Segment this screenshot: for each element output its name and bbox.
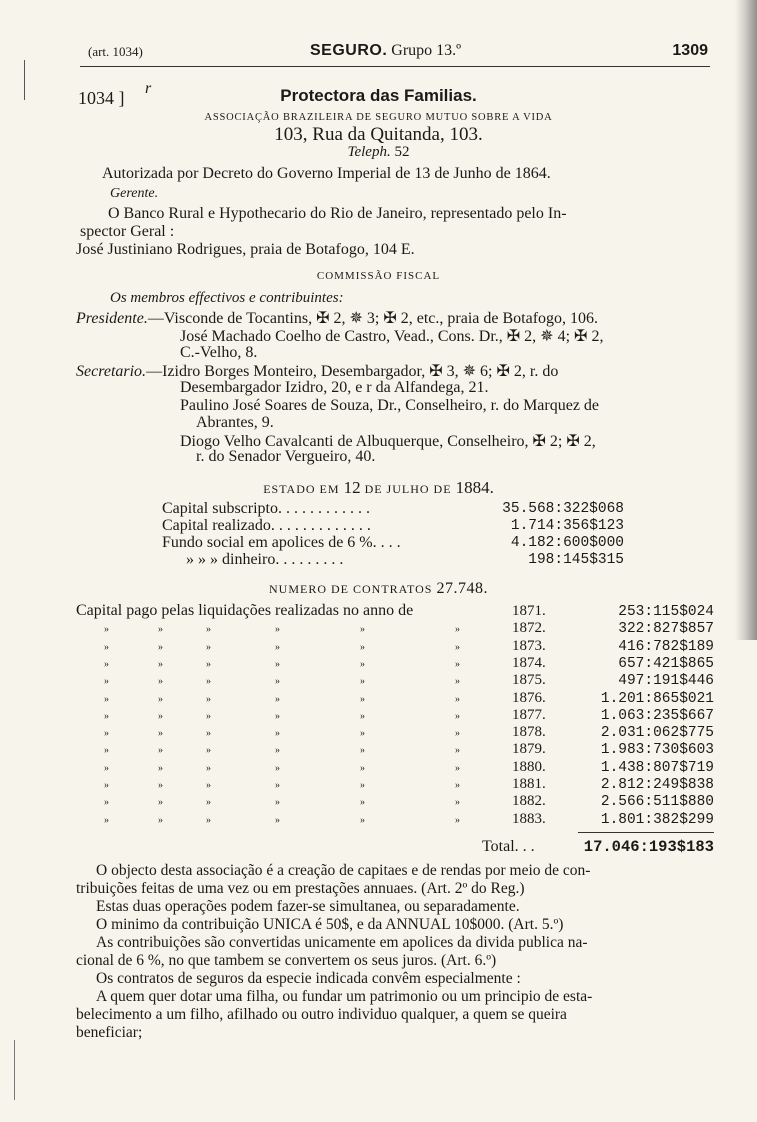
ditto-mark: » [360, 711, 365, 722]
ditto-mark: » [455, 624, 460, 635]
member-1-line-b: C.-Velho, 8. [180, 344, 258, 361]
entry-number-value: 1034 [78, 88, 114, 108]
liquidacao-year: 1878. [512, 724, 546, 740]
liquidacoes-label: Capital pago pelas liquidações realizadas no anno de [76, 602, 414, 619]
margin-mark-lower [14, 1040, 15, 1100]
ditto-mark: » [206, 728, 211, 739]
liquidacao-year: 1872. [512, 620, 546, 636]
liquidacao-value: 322:827$857 [618, 621, 714, 637]
estado-heading [0, 478, 757, 498]
ditto-mark: » [206, 815, 211, 826]
ditto-mark: » [360, 676, 365, 687]
secretario-line-b: Desembargador Izidro, 20, e r da Alfandega, 21. [180, 379, 489, 396]
ditto-mark: » [104, 728, 109, 739]
paragraph-1-line-a: O objecto desta associação é a creação de capitaes e de rendas por meio de con- [96, 862, 591, 879]
telephone-label: Teleph. [347, 144, 391, 160]
entry-title: Protectora das Familias. [280, 86, 477, 105]
estado-day: 12 [343, 478, 361, 497]
liquidacao-value: 2.031:062$775 [600, 725, 714, 741]
total-label: Total. . . [482, 838, 535, 855]
ditto-mark: » [455, 711, 460, 722]
ditto-mark: » [455, 797, 460, 808]
liquidacao-year: 1876. [512, 690, 546, 706]
ditto-mark: » [275, 797, 280, 808]
ditto-mark: » [206, 745, 211, 756]
ditto-mark: » [206, 763, 211, 774]
ditto-mark: » [104, 763, 109, 774]
ditto-mark: » [206, 797, 211, 808]
presidente-label: Presidente. [76, 310, 148, 327]
liquidacao-year: 1879. [512, 741, 546, 757]
ditto-mark: » [275, 728, 280, 739]
paragraph-4-line-a: As contribuições são convertidas unicamente em apolices da divida publica na- [96, 934, 588, 951]
paragraph-6-line-b: belecimento a um filho, afilhado ou outro individuo qualquer, a quem se queira [76, 1006, 567, 1023]
ditto-mark: » [104, 624, 109, 635]
member-3-line-b: r. do Senador Vergueiro, 40. [196, 448, 376, 465]
ditto-mark: » [206, 624, 211, 635]
member-1-line-a: José Machado Coelho de Castro, Vead., Cons. Dr., ✠ 2, ✵ 4; ✠ 2, [180, 328, 604, 345]
ditto-mark: » [275, 780, 280, 791]
ditto-mark: » [360, 797, 365, 808]
ditto-mark: » [158, 711, 163, 722]
capital-label-0: Capital subscripto. . . . . . . . . . . . [162, 500, 370, 517]
ditto-mark: » [360, 745, 365, 756]
commissao-intro: Os membros effectivos e contribuintes: [110, 290, 344, 306]
ditto-mark: » [455, 745, 460, 756]
paragraph-2: Estas duas operações podem fazer-se simultanea, ou separadamente. [96, 898, 520, 915]
contratos-pre: NUMERO DE CONTRATOS [269, 582, 437, 596]
handwritten-mark: r [145, 80, 152, 97]
presidente-line [76, 308, 598, 328]
ditto-mark: » [360, 728, 365, 739]
liquidacao-value: 1.983:730$603 [600, 742, 714, 758]
header-rule [80, 66, 710, 67]
ditto-mark: » [455, 728, 460, 739]
capital-label-1: Capital realizado. . . . . . . . . . . . . [162, 517, 371, 534]
ditto-mark: » [455, 763, 460, 774]
ditto-mark: » [158, 694, 163, 705]
ditto-mark: » [455, 780, 460, 791]
gerente-label: Gerente. [110, 186, 159, 201]
ditto-mark: » [158, 815, 163, 826]
running-header [88, 42, 708, 64]
ditto-mark: » [455, 676, 460, 687]
ditto-mark: » [275, 659, 280, 670]
member-3-line-a: Diogo Velho Cavalcanti de Albuquerque, Conselheiro, ✠ 2; ✠ 2, [180, 433, 596, 450]
ditto-mark: » [455, 694, 460, 705]
capital-value-2: 4.182:600$000 [510, 535, 624, 551]
liquidacao-value: 1.438:807$719 [600, 760, 714, 776]
ditto-mark: » [158, 676, 163, 687]
ditto-mark: » [206, 659, 211, 670]
commissao-heading: COMMISSÃO FISCAL [316, 270, 441, 282]
ditto-mark: » [104, 711, 109, 722]
entry-number: 1034 ] [78, 88, 125, 108]
ditto-mark: » [158, 763, 163, 774]
ditto-mark: » [104, 694, 109, 705]
member-2-line-a: Paulino José Soares de Souza, Dr., Conselheiro, r. do Marquez de [180, 397, 600, 414]
association-subtitle: ASSOCIAÇÃO BRAZILEIRA DE SEGURO MUTUO SOBRE A VIDA [204, 112, 553, 123]
liquidacao-year: 1882. [512, 793, 546, 809]
presidente-text: —Visconde de Tocantins, ✠ 2, ✵ 3; ✠ 2, etc., praia de Botafogo, 106. [147, 310, 599, 327]
ditto-mark: » [158, 642, 163, 653]
liquidacao-year: 1874. [512, 655, 546, 671]
liquidacao-year: 1875. [512, 672, 546, 688]
ditto-mark: » [206, 642, 211, 653]
ditto-mark: » [104, 642, 109, 653]
ditto-mark: » [158, 797, 163, 808]
estado-mid: DE JULHO DE [360, 482, 456, 496]
ditto-mark: » [206, 676, 211, 687]
ditto-mark: » [104, 815, 109, 826]
liquidacao-year: 1877. [512, 707, 546, 723]
secretario-label: Secretario. [76, 363, 147, 380]
ditto-mark: » [360, 780, 365, 791]
contratos-value: 27.748. [436, 580, 488, 597]
capital-label-3: » » » dinheiro. . . . . . . . . [186, 551, 344, 568]
liquidacao-value: 657:421$865 [618, 656, 714, 672]
paragraph-5: Os contratos de seguros da especie indicada convêm especialmente : [96, 970, 521, 987]
ditto-mark: » [455, 642, 460, 653]
capital-value-1: 1.714:356$123 [510, 518, 624, 534]
ditto-mark: » [104, 780, 109, 791]
ditto-mark: » [360, 763, 365, 774]
ditto-mark: » [158, 728, 163, 739]
secretario-line [76, 361, 558, 381]
authorization-line: Autorizada por Decreto do Governo Imperial de 13 de Junho de 1864. [102, 165, 551, 182]
estado-pre: ESTADO EM [263, 482, 344, 496]
capital-value-0: 35.568:322$068 [502, 501, 624, 517]
ditto-mark: » [275, 763, 280, 774]
liquidacao-value: 2.812:249$838 [600, 777, 714, 793]
ditto-mark: » [275, 676, 280, 687]
gerente-line-1: O Banco Rural e Hypothecario do Rio de Janeiro, representado pelo In- [108, 205, 567, 222]
capital-label-2: Fundo social em apolices de 6 %. . . . [162, 534, 401, 551]
liquidacao-value: 253:115$024 [618, 604, 714, 620]
paragraph-6-line-c: beneficiar; [76, 1024, 143, 1041]
member-2-line-b: Abrantes, 9. [196, 414, 274, 431]
total-rule [578, 832, 714, 833]
liquidacao-year: 1883. [512, 811, 546, 827]
ditto-mark: » [104, 659, 109, 670]
ditto-mark: » [206, 780, 211, 791]
ditto-mark: » [275, 642, 280, 653]
page-number: 1309 [672, 42, 708, 59]
ditto-mark: » [158, 624, 163, 635]
liquidacao-year: 1880. [512, 759, 546, 775]
liquidacao-value: 1.201:865$021 [600, 691, 714, 707]
ditto-mark: » [360, 694, 365, 705]
ditto-mark: » [360, 624, 365, 635]
liquidacao-year: 1873. [512, 638, 546, 654]
ditto-mark: » [275, 745, 280, 756]
liquidacao-value: 1.063:235$667 [600, 708, 714, 724]
ditto-mark: » [104, 797, 109, 808]
header-section-bold: SEGURO. [310, 42, 388, 59]
ditto-mark: » [275, 815, 280, 826]
estado-year: 1884. [455, 478, 494, 497]
ditto-mark: » [275, 711, 280, 722]
ditto-mark: » [158, 659, 163, 670]
secretario-text: —Izidro Borges Monteiro, Desembargador, ✠ 3, ✵ 6; ✠ 2, r. do [146, 363, 559, 380]
ditto-mark: » [206, 711, 211, 722]
ditto-mark: » [206, 694, 211, 705]
ditto-mark: » [455, 815, 460, 826]
liquidacao-value: 2.566:511$880 [600, 794, 714, 810]
capital-value-3: 198:145$315 [528, 552, 624, 568]
liquidacao-value: 497:191$446 [618, 673, 714, 689]
paragraph-6-line-a: A quem quer dotar uma filha, ou fundar um patrimonio ou um principio de esta- [96, 988, 593, 1005]
contratos-heading [0, 580, 757, 598]
liquidacao-year: 1871. [512, 603, 546, 619]
telephone [0, 144, 757, 161]
telephone-number: 52 [390, 144, 410, 160]
ditto-mark: » [104, 676, 109, 687]
ditto-mark: » [360, 815, 365, 826]
paragraph-3: O minimo da contribuição UNICA é 50$, e da ANNUAL 10$000. (Art. 5.º) [96, 916, 564, 933]
ditto-mark: » [158, 780, 163, 791]
paragraph-4-line-b: cional de 6 %, no que tambem se convertem os seus juros. (Art. 6.º) [76, 952, 497, 969]
ditto-mark: » [158, 745, 163, 756]
paragraph-1-line-b: tribuições feitas de uma vez ou em prestações annuaes. (Art. 2º do Reg.) [76, 880, 525, 897]
gerente-line-2: spector Geral : [80, 223, 175, 240]
ditto-mark: » [275, 624, 280, 635]
gerente-line-3: José Justiniano Rodrigues, praia de Botafogo, 104 E. [76, 241, 415, 258]
ditto-mark: » [104, 745, 109, 756]
header-article-ref: (art. 1034) [88, 44, 143, 59]
liquidacao-year: 1881. [512, 776, 546, 792]
liquidacao-value: 416:782$189 [618, 639, 714, 655]
total-value: 17.046:193$183 [583, 838, 714, 856]
address: 103, Rua da Quitanda, 103. [274, 124, 483, 145]
ditto-mark: » [275, 694, 280, 705]
ditto-mark: » [360, 642, 365, 653]
liquidacao-value: 1.801:382$299 [600, 812, 714, 828]
ditto-mark: » [455, 659, 460, 670]
header-section [310, 42, 461, 60]
ditto-mark: » [360, 659, 365, 670]
header-section-group: Grupo 13.º [387, 42, 462, 59]
